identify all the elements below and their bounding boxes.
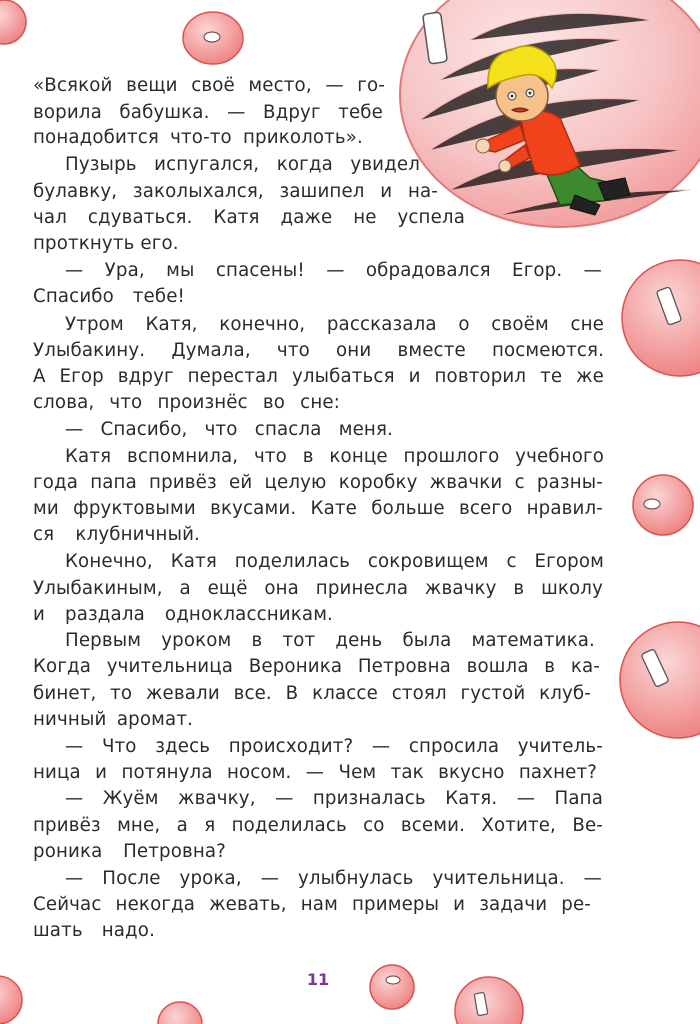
page-number: 11 xyxy=(306,970,330,989)
bubble-top-center xyxy=(183,12,243,64)
text-line: Сейчас некогда жевать, нам примеры и задачи ре- xyxy=(33,894,591,915)
text-line: булавку, заколыхался, зашипел и на- xyxy=(33,181,438,202)
text-line: ся клубничный. xyxy=(33,524,200,545)
text-line: ми фруктовыми вкусами. Кате больше всего нравил- xyxy=(33,498,603,519)
text-line: «Всякой вещи своё место, — го- xyxy=(33,75,385,96)
text-line: Первым уроком в тот день была математика. xyxy=(65,630,595,651)
text-line: проткнуть его. xyxy=(33,233,179,254)
text-line: чал сдуваться. Катя даже не успела xyxy=(33,207,465,228)
bubble-right-small xyxy=(633,475,693,535)
text-line: и раздала одноклассникам. xyxy=(33,604,333,625)
text-line: Улыбакиным, а ещё она принесла жвачку в школу xyxy=(33,578,603,599)
text-line: ворила бабушка. — Вдруг тебе xyxy=(33,102,383,123)
text-line: — После урока, — улыбнулась учительница. — xyxy=(65,868,602,889)
bubble-small-top-left xyxy=(0,0,26,44)
text-line: ница и потянула носом. — Чем так вкусно пахнет? xyxy=(33,762,597,783)
bubble-right-large-1 xyxy=(622,260,700,376)
text-line: Улыбакину. Думала, что они вместе посмеются. xyxy=(33,340,604,361)
text-line: — Ура, мы спасены! — обрадовался Егор. — xyxy=(65,260,602,281)
text-line: Катя вспомнила, что в конце прошлого учебного xyxy=(65,446,604,467)
text-line: — Спасибо, что спасла меня. xyxy=(65,419,393,440)
text-line: Когда учительница Вероника Петровна вошла в ка- xyxy=(33,656,600,677)
text-line: Спасибо тебе! xyxy=(33,286,185,307)
text-line: слова, что произнёс во сне: xyxy=(33,392,340,413)
text-line: Конечно, Катя поделилась сокровищем с Егором xyxy=(65,551,604,572)
text-line: Пузырь испугался, когда увидел xyxy=(65,154,420,175)
text-line: ничный аромат. xyxy=(33,709,193,730)
text-line: привёз мне, а я поделилась со всеми. Хотите, Ве- xyxy=(33,815,603,836)
text-line: шать надо. xyxy=(33,920,155,941)
text-line: — Жуём жвачку, — призналась Катя. — Папа xyxy=(65,788,603,809)
text-line: роника Петровна? xyxy=(33,841,226,862)
bubble-right-large-2 xyxy=(620,622,700,738)
text-line: Утром Катя, конечно, рассказала о своём сне xyxy=(65,314,604,335)
text-line: А Егор вдруг перестал улыбаться и повторил те же xyxy=(33,366,604,387)
text-line: — Что здесь происходит? — спросила учитель- xyxy=(65,736,603,757)
bubble-bottom-small xyxy=(158,1002,202,1024)
text-line: бинет, то жевали все. В классе стоял густой клуб- xyxy=(33,683,591,704)
text-line: понадобится что-то приколоть». xyxy=(33,127,363,148)
text-line: года папа привёз ей целую коробку жвачки с разны- xyxy=(33,472,603,493)
